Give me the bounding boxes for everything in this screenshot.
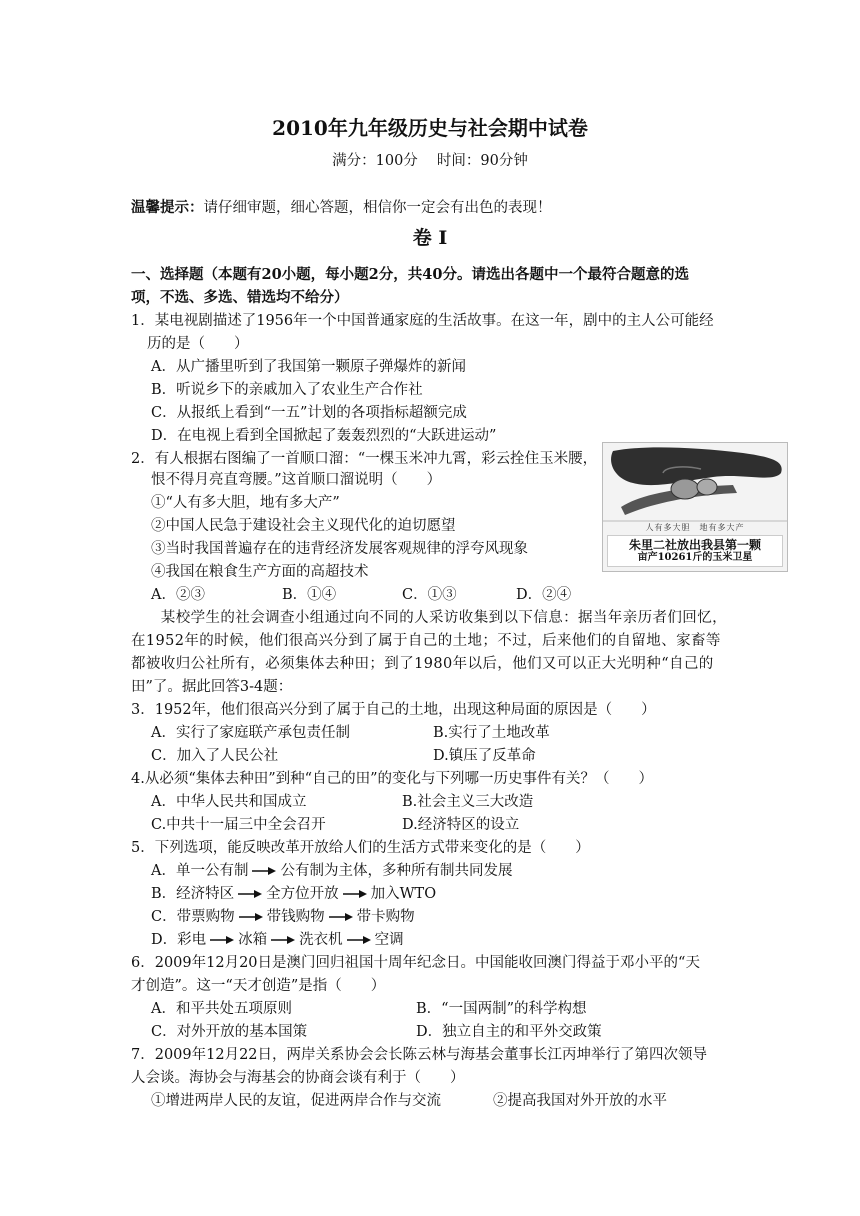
q2-option-a: A．②③ (151, 587, 205, 603)
arrow-right-icon (271, 935, 295, 945)
q5-a-item-2: 公有制为主体，多种所有制共同发展 (280, 863, 513, 879)
q5-b-item-1: B．经济特区 (151, 886, 235, 902)
cartoon-caption-line1: 朱里二社放出我县第一颗 (628, 538, 761, 552)
q4-option-a: A．中华人民共和国成立 (151, 794, 307, 810)
q2-statement-2: ②中国人民急于建设社会主义现代化的迫切愿望 (151, 518, 456, 534)
q7-statement-1: ①增进两岸人民的友谊，促进两岸合作与交流 (151, 1093, 441, 1109)
q2-statement-3: ③当时我国普遍存在的违背经济发展客观规律的浮夸风现象 (151, 541, 528, 557)
q6-stem-line1: 6．2009年12月20日是澳门回归祖国十周年纪念日。中国能收回澳门得益于邓小平的“天 (131, 955, 700, 971)
q1-stem-line2: 历的是（ ） (147, 336, 249, 352)
q3-option-b: B.实行了土地改革 (433, 725, 550, 741)
q3-option-d: D.镇压了反革命 (433, 748, 536, 764)
warm-tip-text: 请仔细审题，细心答题，相信你一定会有出色的表现！ (203, 200, 552, 216)
q6-option-a: A．和平共处五项原则 (151, 1001, 292, 1017)
section-title: 卷 Ⅰ (412, 227, 448, 249)
q7-stem-line1: 7．2009年12月22日，两岸关系协会会长陈云林与海基会董事长江丙坤举行了第四次领导 (131, 1047, 708, 1063)
q5-c-item-2: 带钱购物 (266, 909, 325, 925)
q2-statement-1: ①“人有多大胆，地有多大产” (151, 495, 340, 511)
arrow-right-icon (347, 935, 371, 945)
q5-b-item-3: 加入WTO (370, 886, 437, 902)
q6-option-d: D．独立自主的和平外交政策 (416, 1024, 602, 1040)
passage-line1: 某校学生的社会调查小组通过向不同的人采访收集到以下信息：据当年亲历者们回忆， (131, 610, 727, 626)
arrow-right-icon (239, 912, 263, 922)
q4-option-b: B.社会主义三大改造 (402, 794, 534, 810)
q5-stem: 5．下列选项，能反映改革开放给人们的生活方式带来变化的是（ ） (131, 840, 590, 856)
q5-d-item-3: 洗衣机 (299, 932, 343, 948)
q3-option-c: C．加入了人民公社 (151, 748, 279, 764)
page-title: 2010年九年级历史与社会期中试卷 (272, 116, 588, 140)
q5-a-item-1: A．单一公有制 (151, 863, 249, 879)
q5-d-item-2: 冰箱 (238, 932, 268, 948)
q5-c-item-3: 带卡购物 (356, 909, 415, 925)
arrow-right-icon (210, 935, 234, 945)
q2-statement-4: ④我国在粮食生产方面的高超技术 (151, 564, 369, 580)
q2-option-c: C．①③ (402, 587, 457, 603)
q1-option-d: D．在电视上看到全国掀起了轰轰烈烈的“大跃进运动” (151, 428, 497, 444)
arrow-right-icon (343, 889, 367, 899)
passage-line2: 在1952年的时候，他们很高兴分到了属于自己的土地；不过，后来他们的自留地、家畜等 (131, 633, 721, 649)
q7-statement-2: ②提高我国对外开放的水平 (493, 1093, 667, 1109)
q4-option-d: D.经济特区的设立 (402, 817, 520, 833)
arrow-right-icon (252, 866, 276, 876)
q1-option-b: B．听说乡下的亲戚加入了农业生产合作社 (151, 382, 423, 398)
passage-line3: 都被收归公社所有，必须集体去种田；到了1980年以后，他们又可以正大光明种“自己的 (131, 656, 714, 672)
cartoon-small-caption: 人有多大胆 地有多大产 (645, 523, 745, 532)
arrow-right-icon (238, 889, 262, 899)
cartoon-caption-line2: 亩产10261斤的玉米卫星 (637, 552, 753, 563)
part1-heading-line2: 项，不选、多选、错选均不给分） (131, 289, 349, 306)
q5-b-item-2: 全方位开放 (266, 886, 339, 902)
warm-tip-label: 温馨提示： (131, 199, 204, 216)
q4-stem: 4.从必须“集体去种田”到种“自己的田”的变化与下列哪一历史事件有关？（ ） (131, 771, 653, 787)
q1-option-c: C．从报纸上看到“一五”计划的各项指标超额完成 (151, 405, 467, 421)
cartoon-caption-box (607, 535, 783, 567)
passage-line4: 田”了。据此回答3-4题： (131, 679, 293, 695)
q2-option-b: B．①④ (282, 587, 337, 603)
q6-option-b: B．“一国两制”的科学构想 (416, 1001, 587, 1017)
corn-satellite-cartoon (602, 442, 788, 572)
q5-option-a (151, 862, 512, 880)
exam-meta: 满分：100分 时间：90分钟 (332, 153, 528, 169)
q5-option-b (151, 885, 436, 903)
warm-tip (131, 199, 552, 217)
q5-d-item-1: D．彩电 (151, 932, 207, 948)
q5-c-item-1: C．带票购物 (151, 909, 235, 925)
q6-stem-line2: 才创造”。这一“天才创造”是指（ ） (131, 978, 386, 994)
q2-stem-line1: 2．有人根据右图编了一首顺口溜：“一棵玉米冲九霄，彩云拴住玉米腰， (131, 451, 598, 467)
q1-stem-line1: 1．某电视剧描述了1956年一个中国普通家庭的生活故事。在这一年，剧中的主人公可能经 (131, 313, 714, 329)
q1-option-a: A．从广播里听到了我国第一颗原子弹爆炸的新闻 (151, 359, 466, 375)
q6-option-c: C．对外开放的基本国策 (151, 1024, 308, 1040)
part1-heading-line1: 一、选择题（本题有20小题，每小题2分，共40分。请选出各题中一个最符合题意的选 (131, 266, 689, 283)
q2-stem-line2: 恨不得月亮直弯腰。”这首顺口溜说明（ ） (151, 472, 442, 488)
q5-option-c (151, 908, 415, 926)
q3-option-a: A．实行了家庭联产承包责任制 (151, 725, 350, 741)
q5-option-d (151, 931, 404, 949)
arrow-right-icon (329, 912, 353, 922)
q5-d-item-4: 空调 (374, 932, 404, 948)
q4-option-c: C.中共十一届三中全会召开 (151, 817, 326, 833)
q2-option-d: D．②④ (516, 587, 572, 603)
q3-stem: 3．1952年，他们很高兴分到了属于自己的土地，出现这种局面的原因是（ ） (131, 702, 656, 718)
q7-stem-line2: 人会谈。海协会与海基会的协商会谈有利于（ ） (131, 1070, 465, 1086)
